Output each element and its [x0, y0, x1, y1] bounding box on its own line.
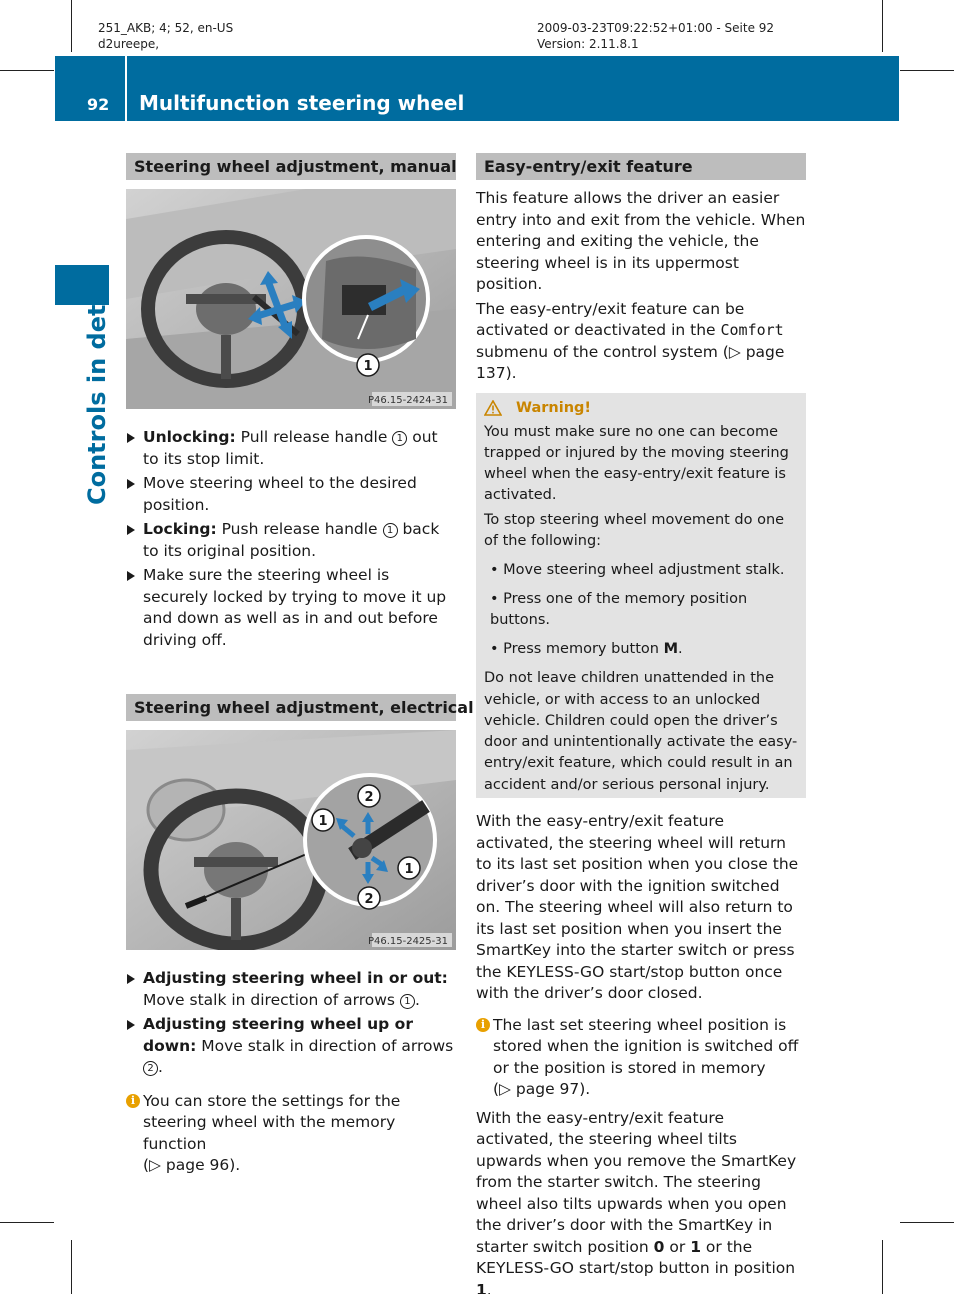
easy-entry-activation: The easy-entry/exit feature can be activated or deactivated in the Comfort submenu of the control system (▷ page 137). — [476, 299, 785, 382]
page-reference[interactable]: (▷ page 96). — [143, 1156, 241, 1174]
chapter-title: Multifunction steering wheel — [139, 91, 465, 115]
right-column — [476, 153, 806, 1294]
callout-1-right: 1 — [404, 862, 414, 877]
step-check-locked: Make sure the steering wheel is securely locked by trying to move it up and down as well as in and out before driving off. — [126, 565, 456, 651]
left-column — [126, 153, 474, 1177]
step-unlocking: Unlocking: Pull release handle 1 out to its stop limit. — [126, 427, 456, 470]
step-triangle-icon — [127, 433, 135, 443]
warning-box — [476, 393, 806, 799]
comfort-submenu-label: Comfort — [720, 321, 784, 339]
step-move-wheel: Move steering wheel to the desired position. — [126, 473, 456, 516]
crop-mark — [900, 1222, 954, 1223]
circled-number: 1 — [392, 431, 407, 446]
crop-mark — [0, 1222, 54, 1223]
info-icon: i — [476, 1018, 490, 1032]
section-heading-manual: Steering wheel adjustment, manual — [126, 153, 456, 180]
warning-list-item: • Move steering wheel adjustment stalk. — [490, 562, 785, 579]
circled-number: 2 — [143, 1061, 158, 1076]
figure-electrical-adjustment — [126, 730, 456, 950]
easy-entry-intro: This feature allows the driver an easier entry into and exit from the vehicle. When entering and exiting the vehicle, the steering wheel is in its uppermost position. — [476, 189, 806, 293]
warning-list-item: • Press one of the memory position buttons. — [490, 591, 748, 629]
warning-list-item: • Press memory button M. — [490, 641, 683, 658]
meta-date-line: 2009-03-23T09:22:52+01:00 - Seite 92 — [537, 21, 775, 35]
step-triangle-icon — [127, 1020, 135, 1030]
crop-mark — [882, 0, 883, 52]
steering-wheel-electrical-illustration — [126, 730, 456, 950]
meta-file-line: 251_AKB; 4; 52, en-US — [98, 21, 234, 35]
warning-text-2: To stop steering wheel movement do one of the following: — [484, 511, 785, 549]
step-triangle-icon — [127, 571, 135, 581]
crop-mark — [882, 1240, 883, 1294]
page-reference[interactable]: (▷ page 97). — [493, 1080, 591, 1099]
figure-manual-adjustment — [126, 189, 456, 409]
steering-wheel-manual-illustration — [126, 189, 456, 409]
warning-header: Warning! — [484, 397, 799, 419]
step-triangle-icon — [127, 479, 135, 489]
meta-user-line: d2ureepe, — [98, 37, 160, 51]
print-meta-left — [98, 20, 233, 52]
crop-mark — [71, 0, 72, 52]
info-note-memory: i You can store the settings for the steering wheel with the memory function (▷ page 96). — [126, 1091, 456, 1177]
crop-mark — [0, 70, 54, 71]
side-tab-label: Controls in detail — [83, 271, 111, 505]
meta-version-line: Version: 2.11.8.1 — [537, 37, 639, 51]
step-triangle-icon — [127, 525, 135, 535]
easy-entry-return: With the easy-entry/exit feature activated, the steering wheel will return to its last set position when you close the driver’s door with the ignition switched on. The steering wheel will also return to its last set position when you insert the SmartKey into the starter switch or press the KEYLESS-GO start/stop button once with the driver’s door closed. — [476, 812, 799, 1003]
callout-1-left: 1 — [318, 814, 328, 829]
page-number: 92 — [87, 95, 110, 114]
crop-mark — [900, 70, 954, 71]
header-divider — [125, 56, 127, 121]
info-icon: i — [126, 1094, 140, 1108]
callout-1: 1 — [363, 359, 373, 374]
step-up-down: Adjusting steering wheel up or down: Move stalk in direction of arrows 2 . — [126, 1014, 456, 1079]
circled-number: 1 — [383, 523, 398, 538]
easy-entry-tilt: With the easy-entry/exit feature activated, the steering wheel tilts upwards when you remove the SmartKey from the starter switch. The steering wheel also tilts upwards when you open the driver’s door with the SmartKey in starter switch position 0 or 1 or the KEYLESS-GO start/stop button in position 1. — [476, 1108, 797, 1294]
step-triangle-icon — [127, 974, 135, 984]
circled-number: 1 — [400, 994, 415, 1009]
warning-text-3: Do not leave children unattended in the vehicle, or with access to an unlocked vehicle. Children could open the driver’s door and unintentionally activate the easy-entry/exit feature, which could result in an accident and/or serious personal injury. — [484, 670, 798, 793]
warning-text-1: You must make sure no one can become trapped or injured by the moving steering wheel when the easy-entry/exit feature is activated. — [484, 423, 789, 504]
print-meta-right — [537, 20, 774, 52]
manual-steps — [126, 427, 456, 651]
step-locking: Locking: Push release handle 1 back to its original position. — [126, 519, 456, 562]
step-in-out: Adjusting steering wheel in or out: Move stalk in direction of arrows 1 . — [126, 968, 456, 1011]
crop-mark — [71, 1240, 72, 1294]
callout-2-bottom: 2 — [364, 892, 374, 907]
electrical-steps — [126, 968, 456, 1079]
figure-code: P46.15-2425-31 — [367, 936, 448, 947]
section-heading-easy-entry: Easy-entry/exit feature — [476, 153, 806, 180]
figure-code: P46.15-2424-31 — [367, 395, 448, 406]
section-heading-electrical: Steering wheel adjustment, electrical — [126, 694, 456, 721]
warning-triangle-icon — [484, 400, 502, 416]
callout-2-top: 2 — [364, 790, 374, 805]
info-note-last-position: i The last set steering wheel position is stored when the ignition is switched off or the position is stored in memory (▷ page 97). — [476, 1015, 806, 1101]
